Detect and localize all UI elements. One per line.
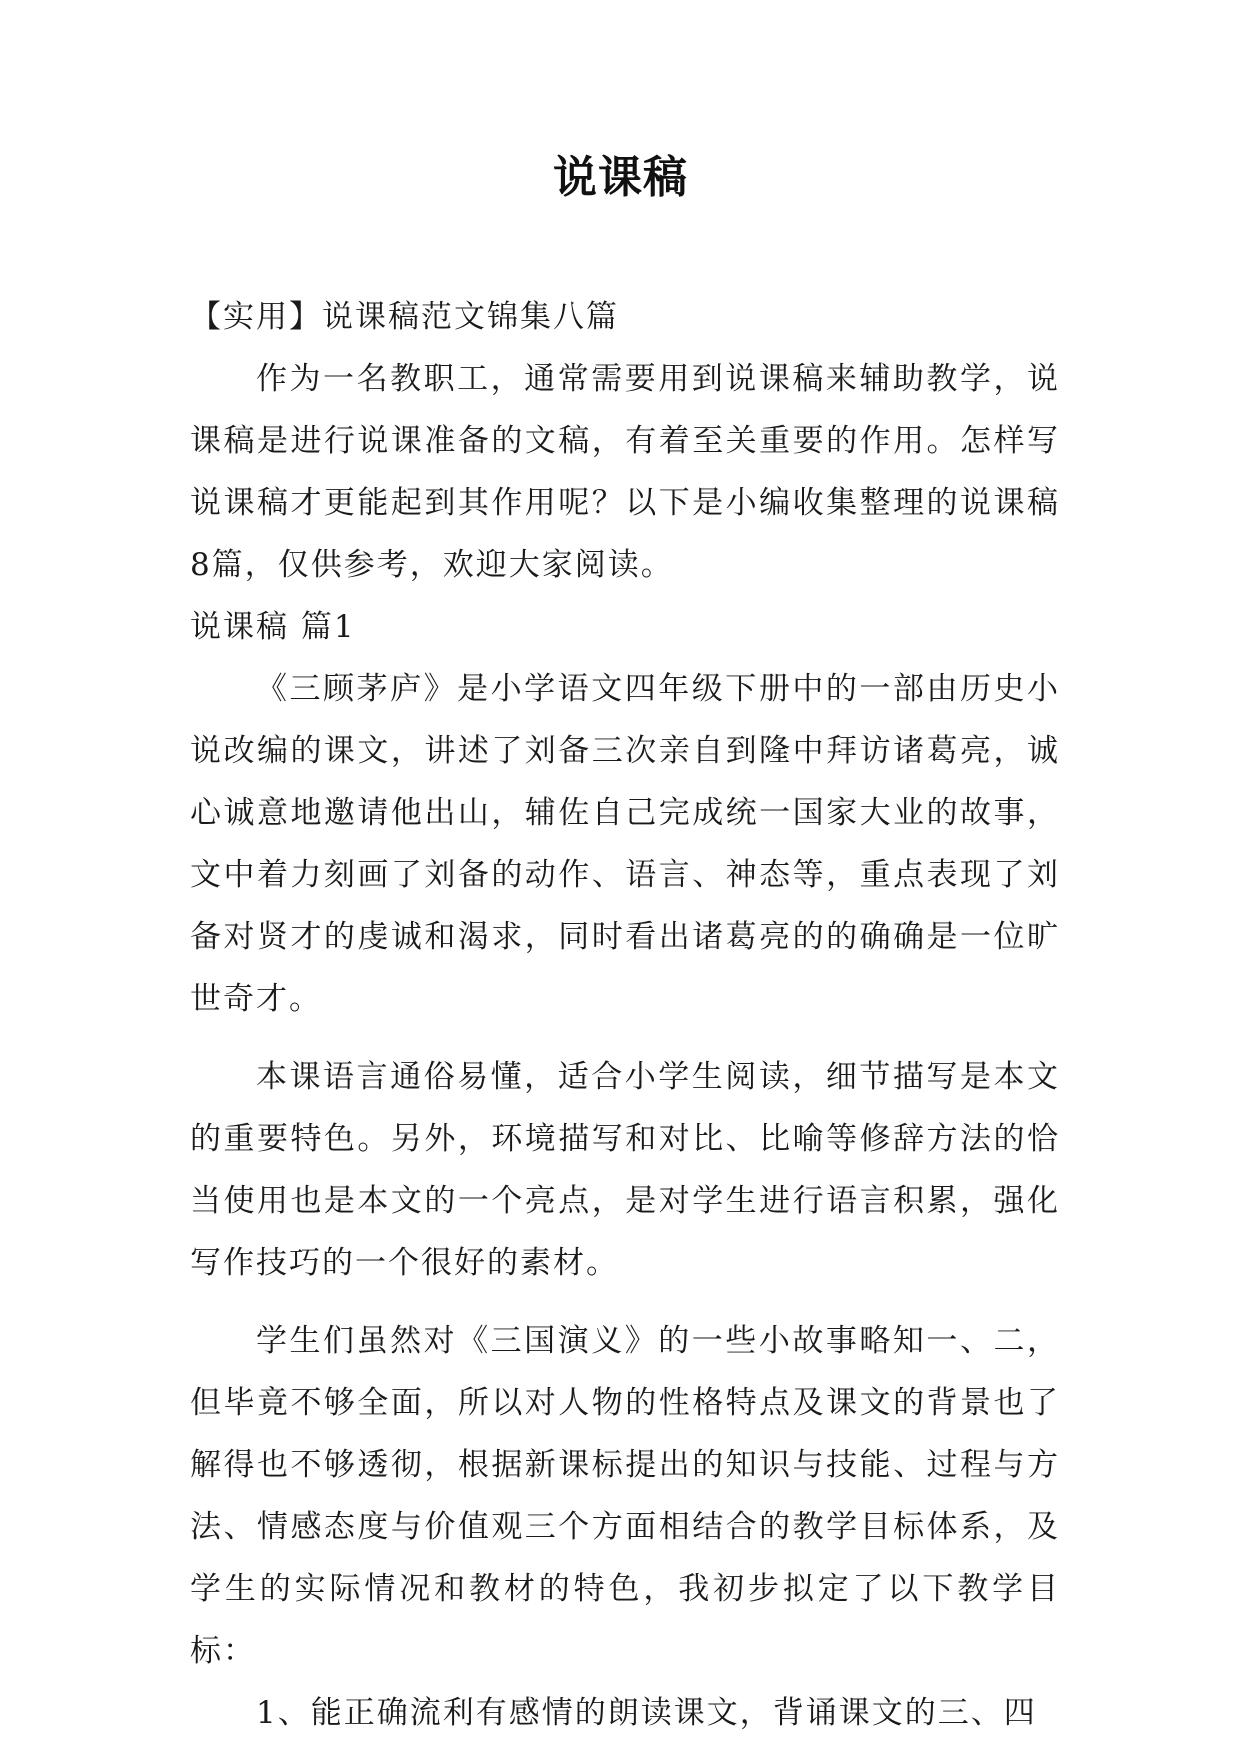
body-paragraph: 1、能正确流利有感情的朗读课文，背诵课文的三、四 <box>256 1695 1037 1731</box>
section-heading: 说课稿 篇1 <box>190 609 356 645</box>
intro-paragraph: 作为一名教职工，通常需要用到说课稿来辅助教学，说课稿是进行说课准备的文稿，有着至关重要的作用。怎样写说课稿才更能起到其作用呢？以下是小编收集整理的说课稿8篇，仅供参考，欢迎大家阅读。 <box>190 361 1060 583</box>
body-paragraph: 学生们虽然对《三国演义》的一些小故事略知一、二，但毕竟不够全面，所以对人物的性格特点及课文的背景也了解得也不够透彻，根据新课标提出的知识与技能、过程与方法、情感态度与价值观三个方面相结合的教学目标体系，及学生的实际情况和教材的特色，我初步拟定了以下教学目标： <box>190 1323 1060 1669</box>
document-subtitle: 【实用】说课稿范文锦集八篇 <box>190 299 619 335</box>
body-paragraph: 《三顾茅庐》是小学语文四年级下册中的一部由历史小说改编的课文，讲述了刘备三次亲自到隆中拜访诸葛亮，诚心诚意地邀请他出山，辅佐自己完成统一国家大业的故事，文中着力刻画了刘备的动作、语言、神态等，重点表现了刘备对贤才的虔诚和渴求，同时看出诸葛亮的的确确是一位旷世奇才。 <box>190 671 1060 1017</box>
body-paragraph: 本课语言通俗易懂，适合小学生阅读，细节描写是本文的重要特色。另外，环境描写和对比、比喻等修辞方法的恰当使用也是本文的一个亮点，是对学生进行语言积累，强化写作技巧的一个很好的素材。 <box>190 1059 1060 1281</box>
document-body <box>190 286 1060 1744</box>
document-title: 说课稿 <box>553 152 688 203</box>
